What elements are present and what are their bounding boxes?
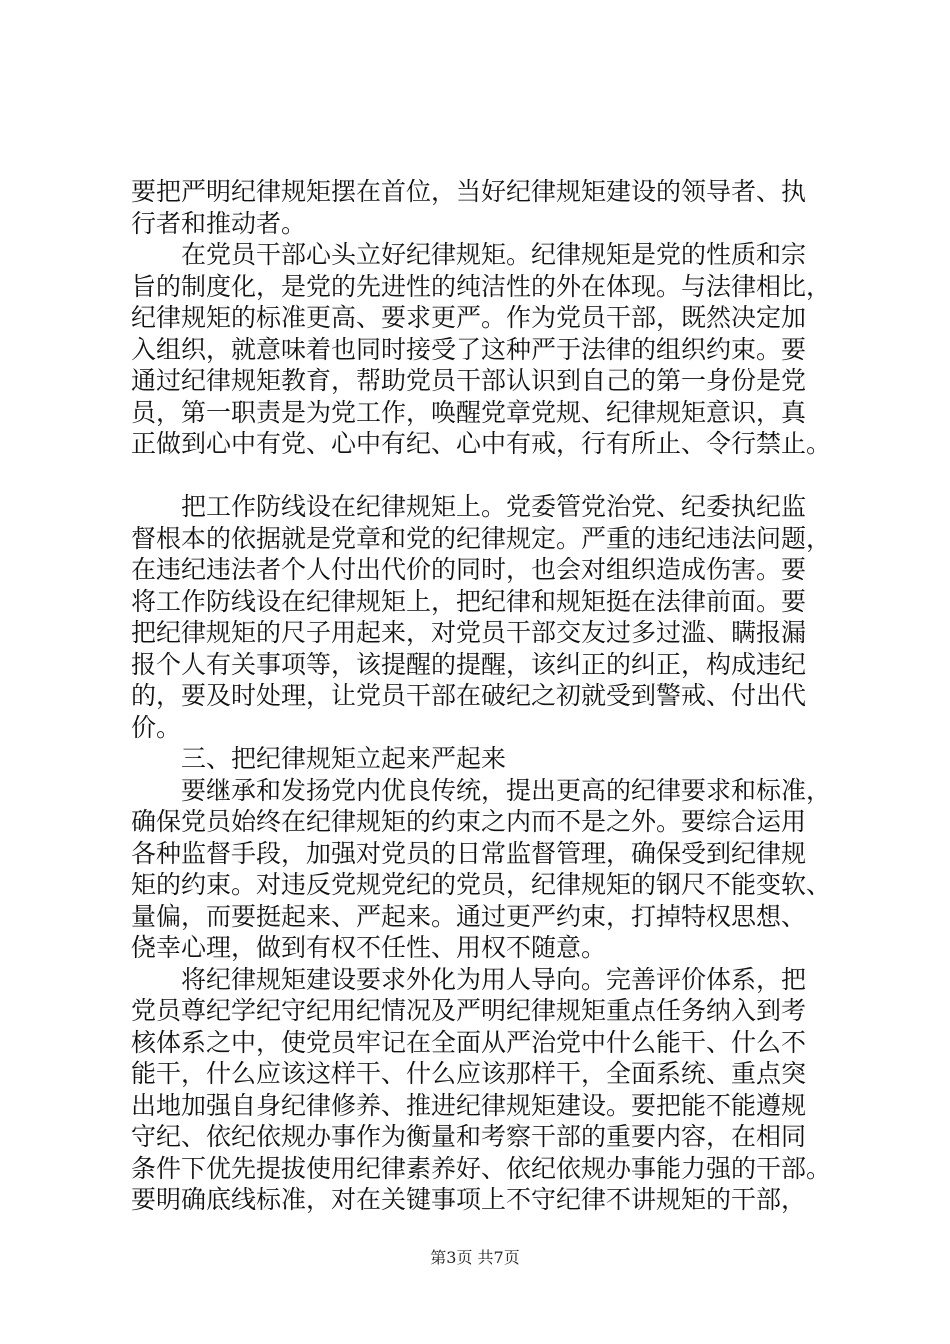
text-line: 旨的制度化，是党的先进性的纯洁性的外在体现。与法律相比， <box>131 271 832 301</box>
text-line: 在党员干部心头立好纪律规矩。纪律规矩是党的性质和宗 <box>131 240 807 269</box>
text-line: 各种监督手段，加强对党员的日常监督管理，确保受到纪律规 <box>131 838 807 868</box>
text-line: 要把严明纪律规矩摆在首位，当好纪律规矩建设的领导者、执 <box>131 177 807 206</box>
text-line: 出地加强自身纪律修养、推进纪律规矩建设。要把能不能遵规 <box>131 1090 807 1120</box>
text-line: 把工作防线设在纪律规矩上。党委管党治党、纪委执纪监 <box>131 492 807 521</box>
text-line: 价。 <box>131 712 182 742</box>
text-line: 将纪律规矩建设要求外化为用人导向。完善评价体系，把 <box>131 964 807 994</box>
text-line: 员，第一职责是为党工作，唤醒党章党规、纪律规矩意识，真 <box>131 397 807 427</box>
text-line: 的，要及时处理，让党员干部在破纪之初就受到警戒、付出代 <box>131 681 807 710</box>
text-line: 把纪律规矩的尺子用起来，对党员干部交友过多过滥、瞒报漏 <box>131 618 807 647</box>
text-line: 正做到心中有党、心中有纪、心中有戒，行有所止、令行禁止。 <box>131 429 832 458</box>
text-line: 条件下优先提拔使用纪律素养好、依纪依规办事能力强的干部。 <box>131 1153 832 1183</box>
text-line: 行者和推动者。 <box>131 208 307 238</box>
text-line: 党员尊纪学纪守纪用纪情况及严明纪律规矩重点任务纳入到考 <box>131 996 807 1025</box>
text-line: 要继承和发扬党内优良传统，提出更高的纪律要求和标准， <box>131 775 832 805</box>
text-line: 确保党员始终在纪律规矩的约束之内而不是之外。要综合运用 <box>131 807 807 836</box>
page-footer <box>0 1245 950 1268</box>
text-line: 通过纪律规矩教育，帮助党员干部认识到自己的第一身份是党 <box>131 366 807 395</box>
text-line: 将工作防线设在纪律规矩上，把纪律和规矩挺在法律前面。要 <box>131 586 807 616</box>
text-line: 能干，什么应该这样干、什么应该那样干，全面系统、重点突 <box>131 1059 807 1088</box>
text-line: 入组织，就意味着也同时接受了这种严于法律的组织约束。要 <box>131 334 807 364</box>
text-line: 在违纪违法者个人付出代价的同时，也会对组织造成伤害。要 <box>131 555 807 584</box>
text-line: 报个人有关事项等，该提醒的提醒，该纠正的纠正，构成违纪 <box>131 649 807 679</box>
text-line: 守纪、依纪依规办事作为衡量和考察干部的重要内容，在相同 <box>131 1122 807 1151</box>
text-line: 核体系之中，使党员牢记在全面从严治党中什么能干、什么不 <box>131 1027 807 1057</box>
section-heading: 三、把纪律规矩立起来严起来 <box>131 744 507 773</box>
text-line: 矩的约束。对违反党规党纪的党员，纪律规矩的钢尺不能变软、 <box>131 870 832 899</box>
text-line: 纪律规矩的标准更高、要求更严。作为党员干部，既然决定加 <box>131 303 807 332</box>
text-line: 侥幸心理，做到有权不任性、用权不随意。 <box>131 933 607 962</box>
page-number-label: 第3页 共7页 <box>430 1248 520 1267</box>
document-body <box>131 176 831 1216</box>
blank-line <box>131 460 831 492</box>
text-line: 量偏，而要挺起来、严起来。通过更严约束，打掉特权思想、 <box>131 901 807 931</box>
text-line: 要明确底线标准，对在关键事项上不守纪律不讲规矩的干部， <box>131 1185 807 1214</box>
text-line: 督根本的依据就是党章和党的纪律规定。严重的违纪违法问题， <box>131 523 832 553</box>
